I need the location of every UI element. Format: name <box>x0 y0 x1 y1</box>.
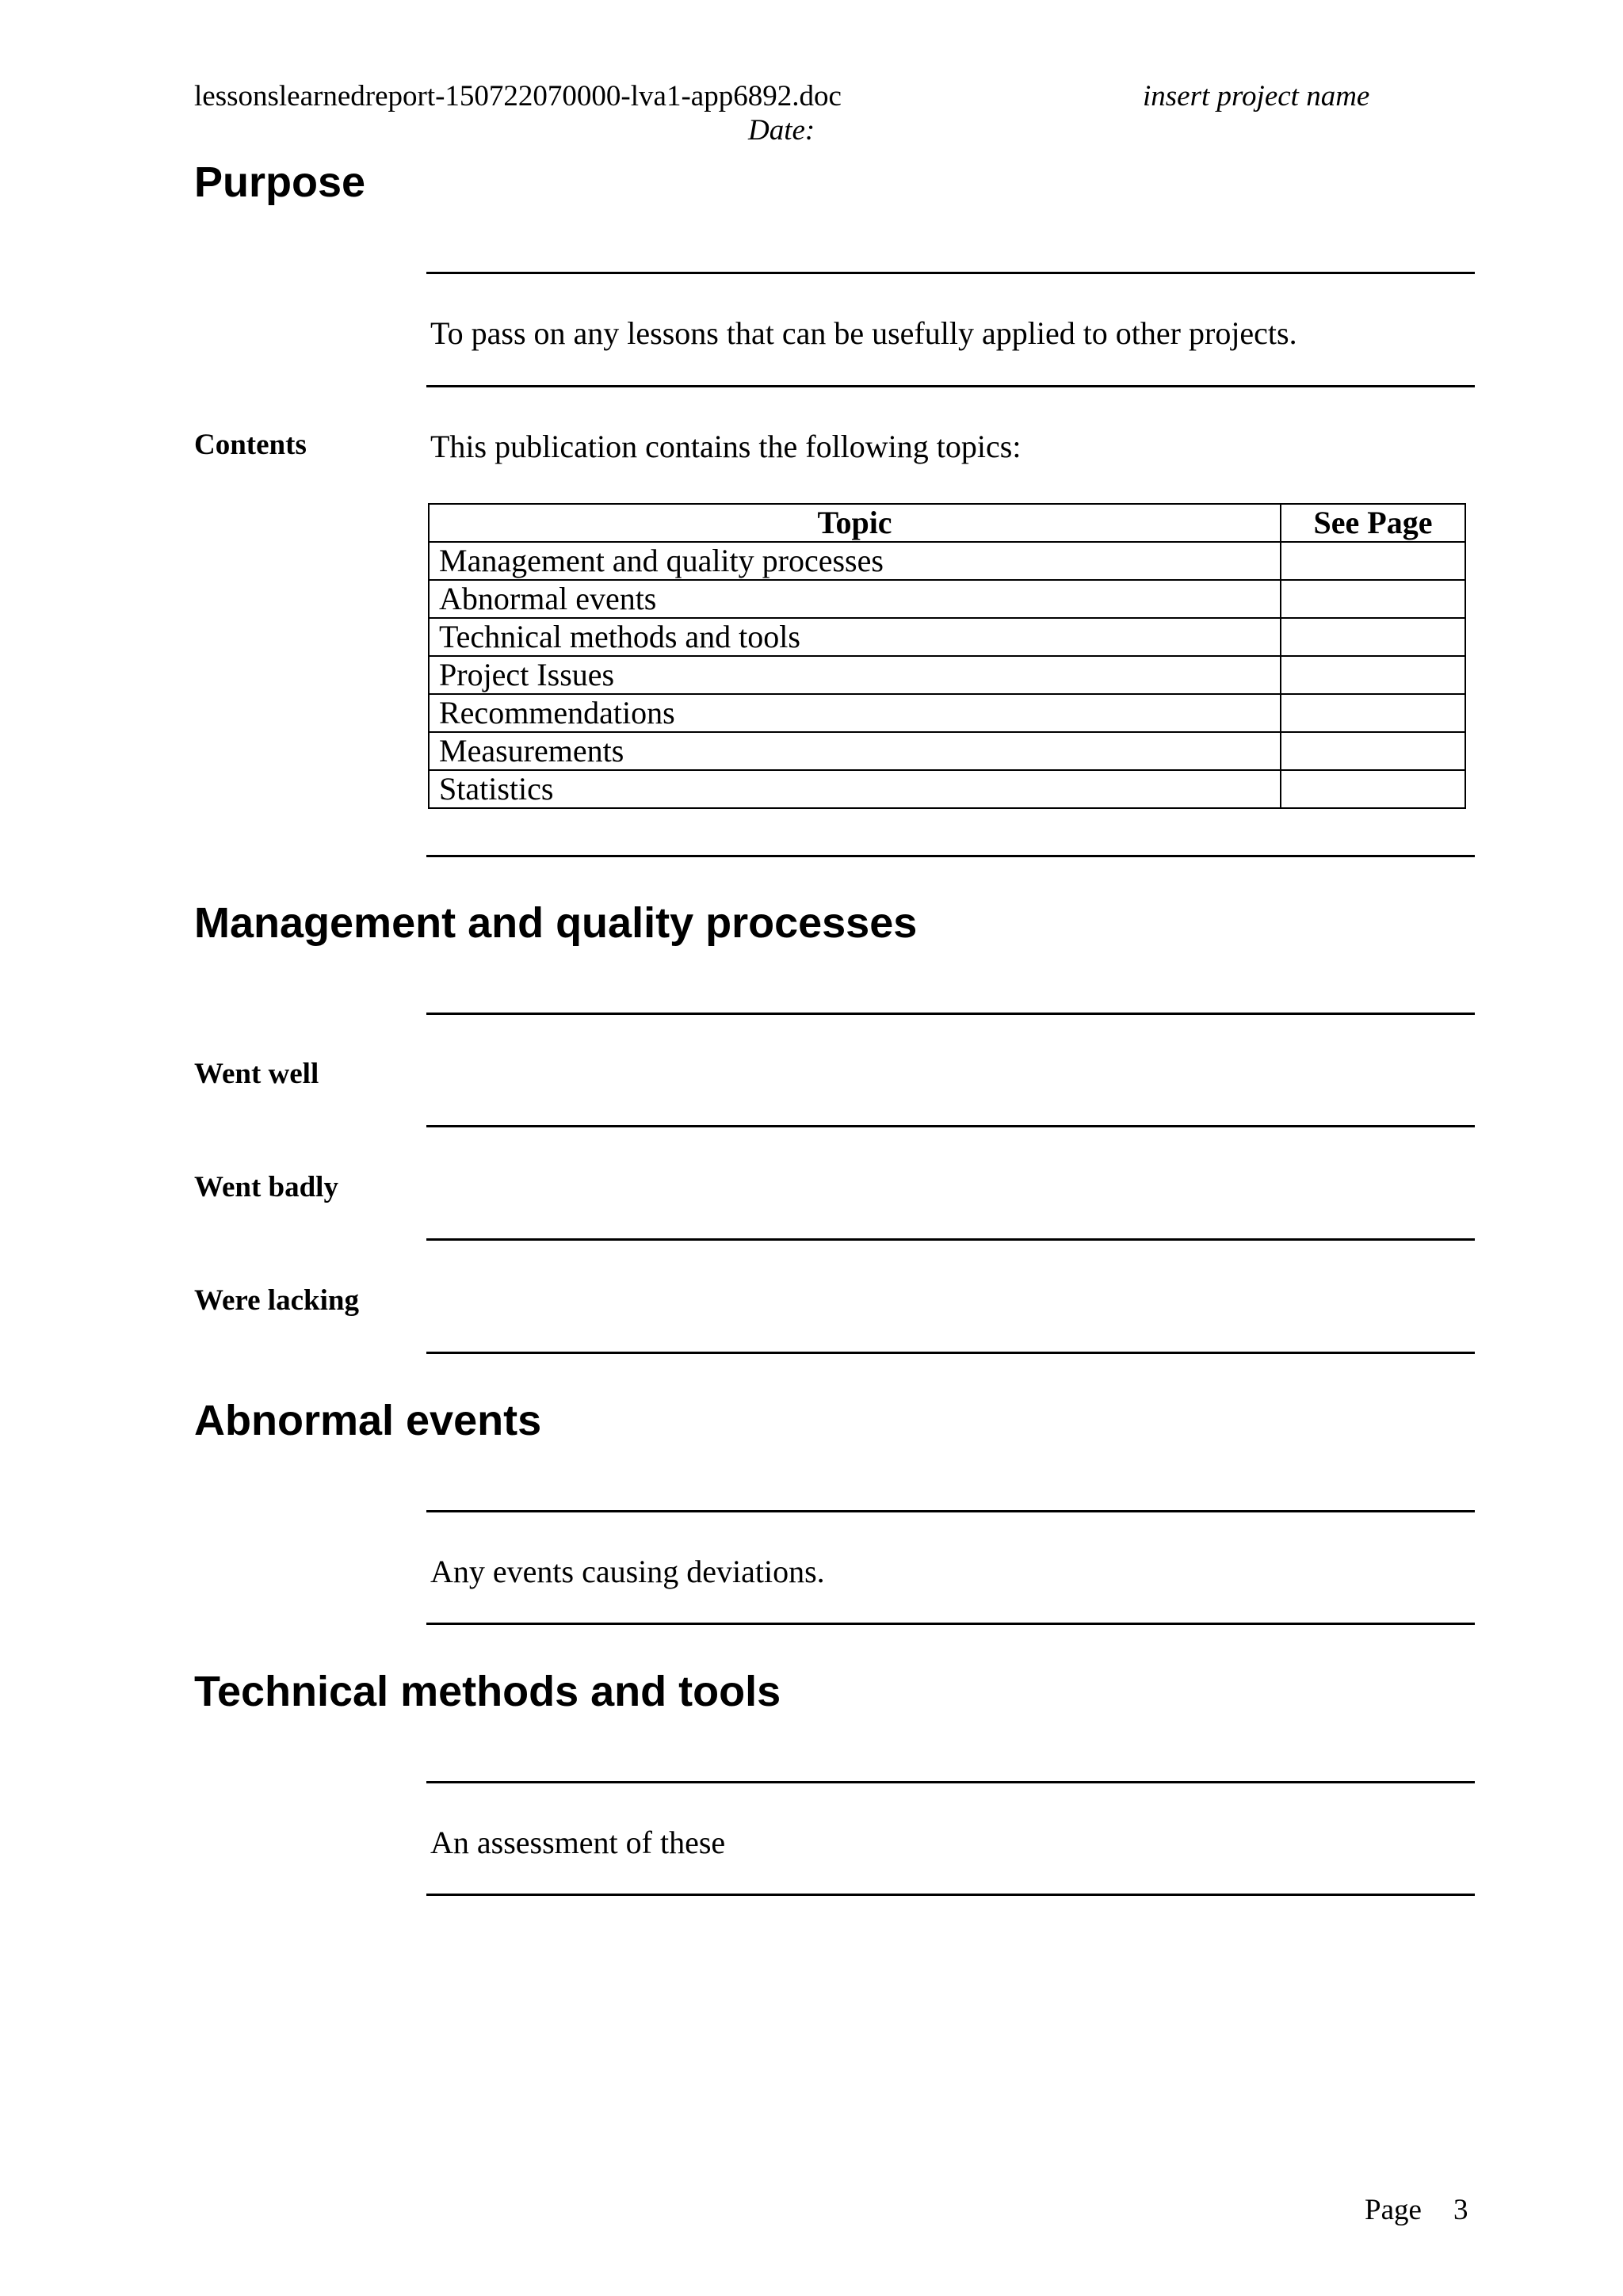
page-footer <box>1365 2193 1468 2227</box>
topic-cell: Management and quality processes <box>429 542 1281 580</box>
were-lacking-label: Were lacking <box>194 1284 359 1317</box>
contents-intro: This publication contains the following topics: <box>430 429 1022 464</box>
table-row <box>429 694 1465 732</box>
abnormal-heading: Abnormal events <box>194 1397 542 1444</box>
section-rule <box>426 272 1475 274</box>
topic-cell: Statistics <box>429 770 1281 808</box>
contents-label: Contents <box>194 429 307 461</box>
table-row <box>429 732 1465 770</box>
page-cell <box>1281 618 1465 656</box>
page-cell <box>1281 694 1465 732</box>
table-row <box>429 580 1465 618</box>
page-cell <box>1281 656 1465 694</box>
technical-heading: Technical methods and tools <box>194 1668 781 1715</box>
page-cell <box>1281 542 1465 580</box>
page-number: 3 <box>1453 2194 1468 2226</box>
page-cell <box>1281 770 1465 808</box>
header-date-label: Date: <box>748 114 815 147</box>
topic-cell: Technical methods and tools <box>429 618 1281 656</box>
page-label: Page <box>1365 2194 1422 2226</box>
page-cell <box>1281 580 1465 618</box>
column-header-topic: Topic <box>429 504 1281 542</box>
table-header-row <box>429 504 1465 542</box>
table-row <box>429 618 1465 656</box>
management-heading: Management and quality processes <box>194 899 918 947</box>
section-rule <box>426 1352 1475 1354</box>
header-project-name: insert project name <box>1143 80 1370 113</box>
section-rule <box>426 1125 1475 1127</box>
section-rule <box>426 1894 1475 1896</box>
topic-cell: Measurements <box>429 732 1281 770</box>
purpose-text: To pass on any lessons that can be usefully applied to other projects. <box>430 315 1297 351</box>
section-rule <box>426 1238 1475 1241</box>
contents-table <box>428 503 1466 809</box>
section-rule <box>426 1623 1475 1625</box>
page-cell <box>1281 732 1465 770</box>
topic-cell: Recommendations <box>429 694 1281 732</box>
table-row <box>429 770 1465 808</box>
section-rule <box>426 1013 1475 1015</box>
column-header-see-page: See Page <box>1281 504 1465 542</box>
went-badly-label: Went badly <box>194 1171 338 1203</box>
section-rule <box>426 385 1475 387</box>
topic-cell: Abnormal events <box>429 580 1281 618</box>
section-rule <box>426 855 1475 857</box>
purpose-heading: Purpose <box>194 158 366 206</box>
section-rule <box>426 1510 1475 1512</box>
topic-cell: Project Issues <box>429 656 1281 694</box>
abnormal-text: Any events causing deviations. <box>430 1554 825 1589</box>
table-row <box>429 656 1465 694</box>
technical-text: An assessment of these <box>430 1825 726 1860</box>
header-filename: lessonslearnedreport-150722070000-lva1-app6892.doc <box>194 80 842 113</box>
went-well-label: Went well <box>194 1058 319 1090</box>
section-rule <box>426 1781 1475 1783</box>
table-row <box>429 542 1465 580</box>
